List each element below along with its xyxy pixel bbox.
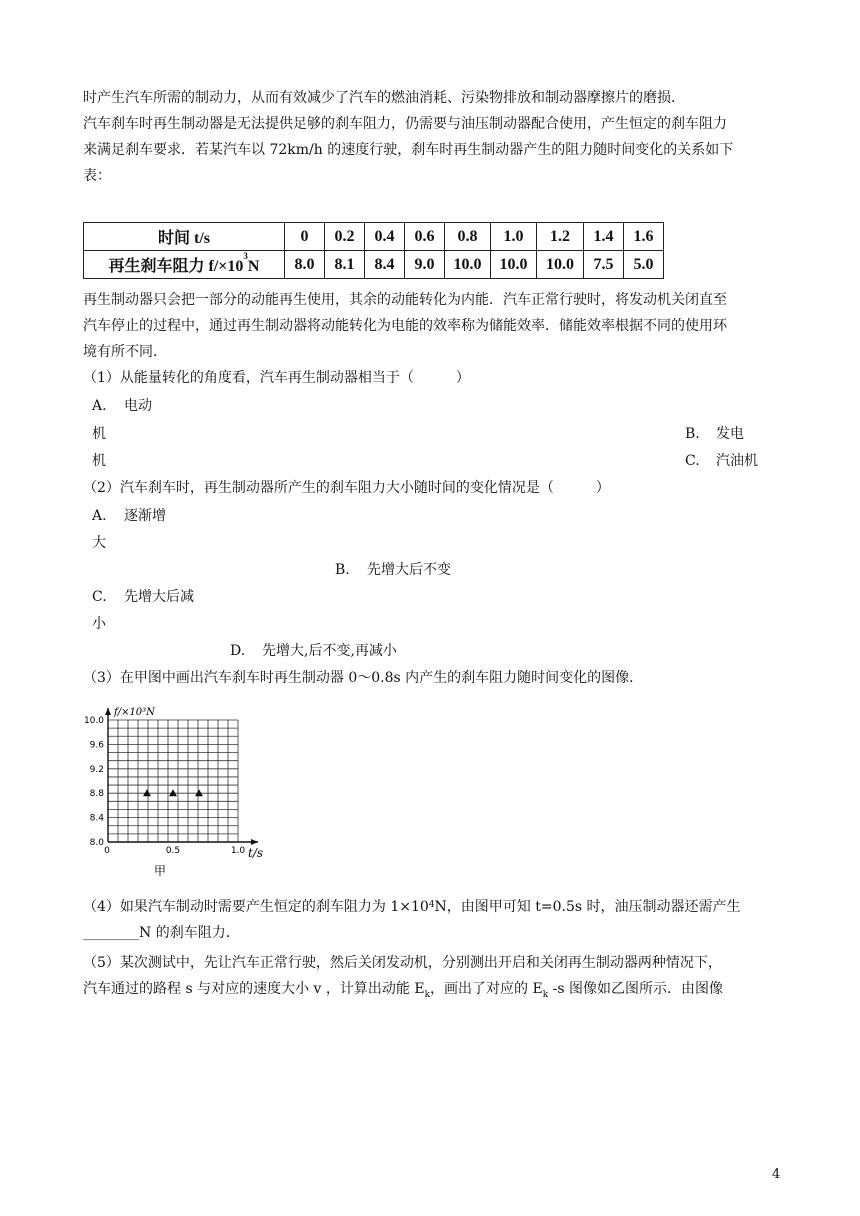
force-header-unit: N <box>247 258 260 275</box>
table-row-time <box>84 223 664 251</box>
table-row-force <box>84 251 664 279</box>
paragraph-line: 境有所不同． <box>83 344 167 360</box>
x-axis-arrow <box>251 839 258 845</box>
q1-option-b-label: B. <box>685 426 700 442</box>
table-cell: 0.6 <box>405 223 445 251</box>
y-tick-label: 8.8 <box>89 789 104 800</box>
q1-option-a-text-cont: 机 <box>92 426 106 442</box>
table-cell: 5.0 <box>624 251 664 279</box>
table-cell: 10.0 <box>445 251 491 279</box>
q2-option-b-text: 先增大后不变 <box>367 562 451 578</box>
chart-markers <box>143 789 203 796</box>
q2-option-c-label: C. <box>92 589 107 605</box>
q1-option-c-label: C. <box>685 453 700 469</box>
q5-text-c: -s 图像如乙图所示．由图像 <box>548 981 724 997</box>
q1-option-a-text: 电动 <box>124 398 152 414</box>
chart-grid <box>108 720 238 842</box>
q2-option-a-text-cont: 大 <box>92 535 106 551</box>
table-cell: 7.5 <box>584 251 624 279</box>
q2-option-d-label: D. <box>230 643 246 659</box>
q2-option-c-text: 先增大后减 <box>124 589 194 605</box>
q1-option-b-text-cont: 机 <box>92 453 106 469</box>
force-header-text: 再生刹车阻力 f/×10 <box>108 258 244 275</box>
table-cell: 10.0 <box>537 251 584 279</box>
y-tick-label: 10.0 <box>83 716 104 726</box>
question-2-stem: （2）汽车刹车时，再生制动器所产生的刹车阻力大小随时间的变化情况是（ ） <box>83 480 610 496</box>
q2-option-c-text-cont: 小 <box>92 616 106 632</box>
q5-sub-k: k <box>424 989 431 1000</box>
y-tick-label: 8.4 <box>89 813 104 824</box>
q5-text-b: ，画出了对应的 E <box>430 981 543 997</box>
figure-jia-chart <box>80 702 280 882</box>
q4-exponent: 4 <box>428 900 435 910</box>
y-tick-label: 9.6 <box>89 740 104 751</box>
paragraph-line: 汽车停止的过程中，通过再生制动器将动能转化为电能的效率称为储能效率．储能效率根据不同的使用环 <box>83 318 727 334</box>
q2-option-d-text: 先增大,后不变,再减小 <box>262 643 397 659</box>
table-cell: 0.8 <box>445 223 491 251</box>
q1-option-a-label: A. <box>92 398 107 414</box>
paragraph-line: 再生制动器只会把一部分的动能再生使用，其余的动能转化为内能．汽车正常行驶时，将发动机关闭直至 <box>83 292 727 308</box>
table-cell: 9.0 <box>405 251 445 279</box>
table-cell: 1.0 <box>491 223 537 251</box>
chart-x-ticks <box>104 846 245 856</box>
q5-sub-k-2: k <box>542 989 549 1000</box>
y-axis-arrow <box>105 708 111 715</box>
paragraph-line: 时产生汽车所需的制动力，从而有效减少了汽车的燃油消耗、污染物排放和制动器摩擦片的磨损． <box>83 90 685 106</box>
table-header-time: 时间 t/s <box>84 223 285 251</box>
q2-option-b-label: B. <box>335 562 350 578</box>
y-tick-label: 9.2 <box>89 764 104 775</box>
chart-marker <box>169 789 177 796</box>
table-cell: 0 <box>285 223 325 251</box>
y-tick-label: 8.0 <box>89 838 104 848</box>
x-tick-label: 0 <box>104 846 110 856</box>
page-number: 4 <box>772 1167 781 1182</box>
question-5-line-2 <box>83 979 723 1005</box>
paragraph-line: 来满足刹车要求．若某汽车以 72km/h 的速度行驶，刹车时再生制动器产生的阻力随时间变化的关系如下 <box>83 142 734 158</box>
question-4-line <box>83 897 741 917</box>
table-cell: 1.6 <box>624 223 664 251</box>
x-tick-label: 1.0 <box>230 846 246 856</box>
table-cell: 8.4 <box>365 251 405 279</box>
table-cell: 1.2 <box>537 223 584 251</box>
table-cell: 8.1 <box>325 251 365 279</box>
q4-text-a: （4）如果汽车制动时需要产生恒定的刹车阻力为 1×10 <box>83 899 429 915</box>
q4-answer-blank: ________N 的刹车阻力． <box>83 925 240 941</box>
table-cell: 0.2 <box>325 223 365 251</box>
q1-option-b-text: 发电 <box>716 426 744 442</box>
paragraph-line: 表： <box>83 168 111 184</box>
x-tick-label: 0.5 <box>165 846 181 856</box>
chart-marker <box>143 789 151 796</box>
chart-y-label: f/×10³N <box>114 707 155 718</box>
q5-text-a: 汽车通过的路程 s 与对应的速度大小 v ，计算出动能 E <box>83 981 425 997</box>
q2-option-a-label: A. <box>92 508 107 524</box>
q2-option-a-text: 逐渐增 <box>124 508 166 524</box>
q4-text-b: N，由图甲可知 t=0.5s 时，油压制动器还需产生 <box>434 899 741 915</box>
table-cell: 1.4 <box>584 223 624 251</box>
chart-x-label: t/s <box>248 846 264 860</box>
paragraph-line: 汽车刹车时再生制动器是无法提供足够的刹车阻力，仍需要与油压制动器配合使用，产生恒定的刹车阻力 <box>83 116 727 132</box>
table-cell: 8.0 <box>285 251 325 279</box>
question-3-stem: （3）在甲图中画出汽车刹车时再生制动器 0～0.8s 内产生的刹车阻力随时间变化的图像． <box>83 670 644 686</box>
chart-y-ticks <box>84 716 104 848</box>
chart-caption: 甲 <box>153 864 167 878</box>
question-5-line: （5）某次测试中，先让汽车正常行驶，然后关闭发动机，分别测出开启和关闭再生制动器两种情况下， <box>83 955 722 971</box>
chart-marker <box>195 789 203 796</box>
question-1-stem: （1）从能量转化的角度看，汽车再生制动器相当于（ ） <box>83 370 470 386</box>
table-cell: 0.4 <box>365 223 405 251</box>
q1-option-c-text: 汽油机 <box>716 453 758 469</box>
table-cell: 10.0 <box>491 251 537 279</box>
table-header-force <box>84 251 285 279</box>
force-header-exponent: 3 <box>243 251 248 261</box>
braking-force-table <box>83 222 664 279</box>
